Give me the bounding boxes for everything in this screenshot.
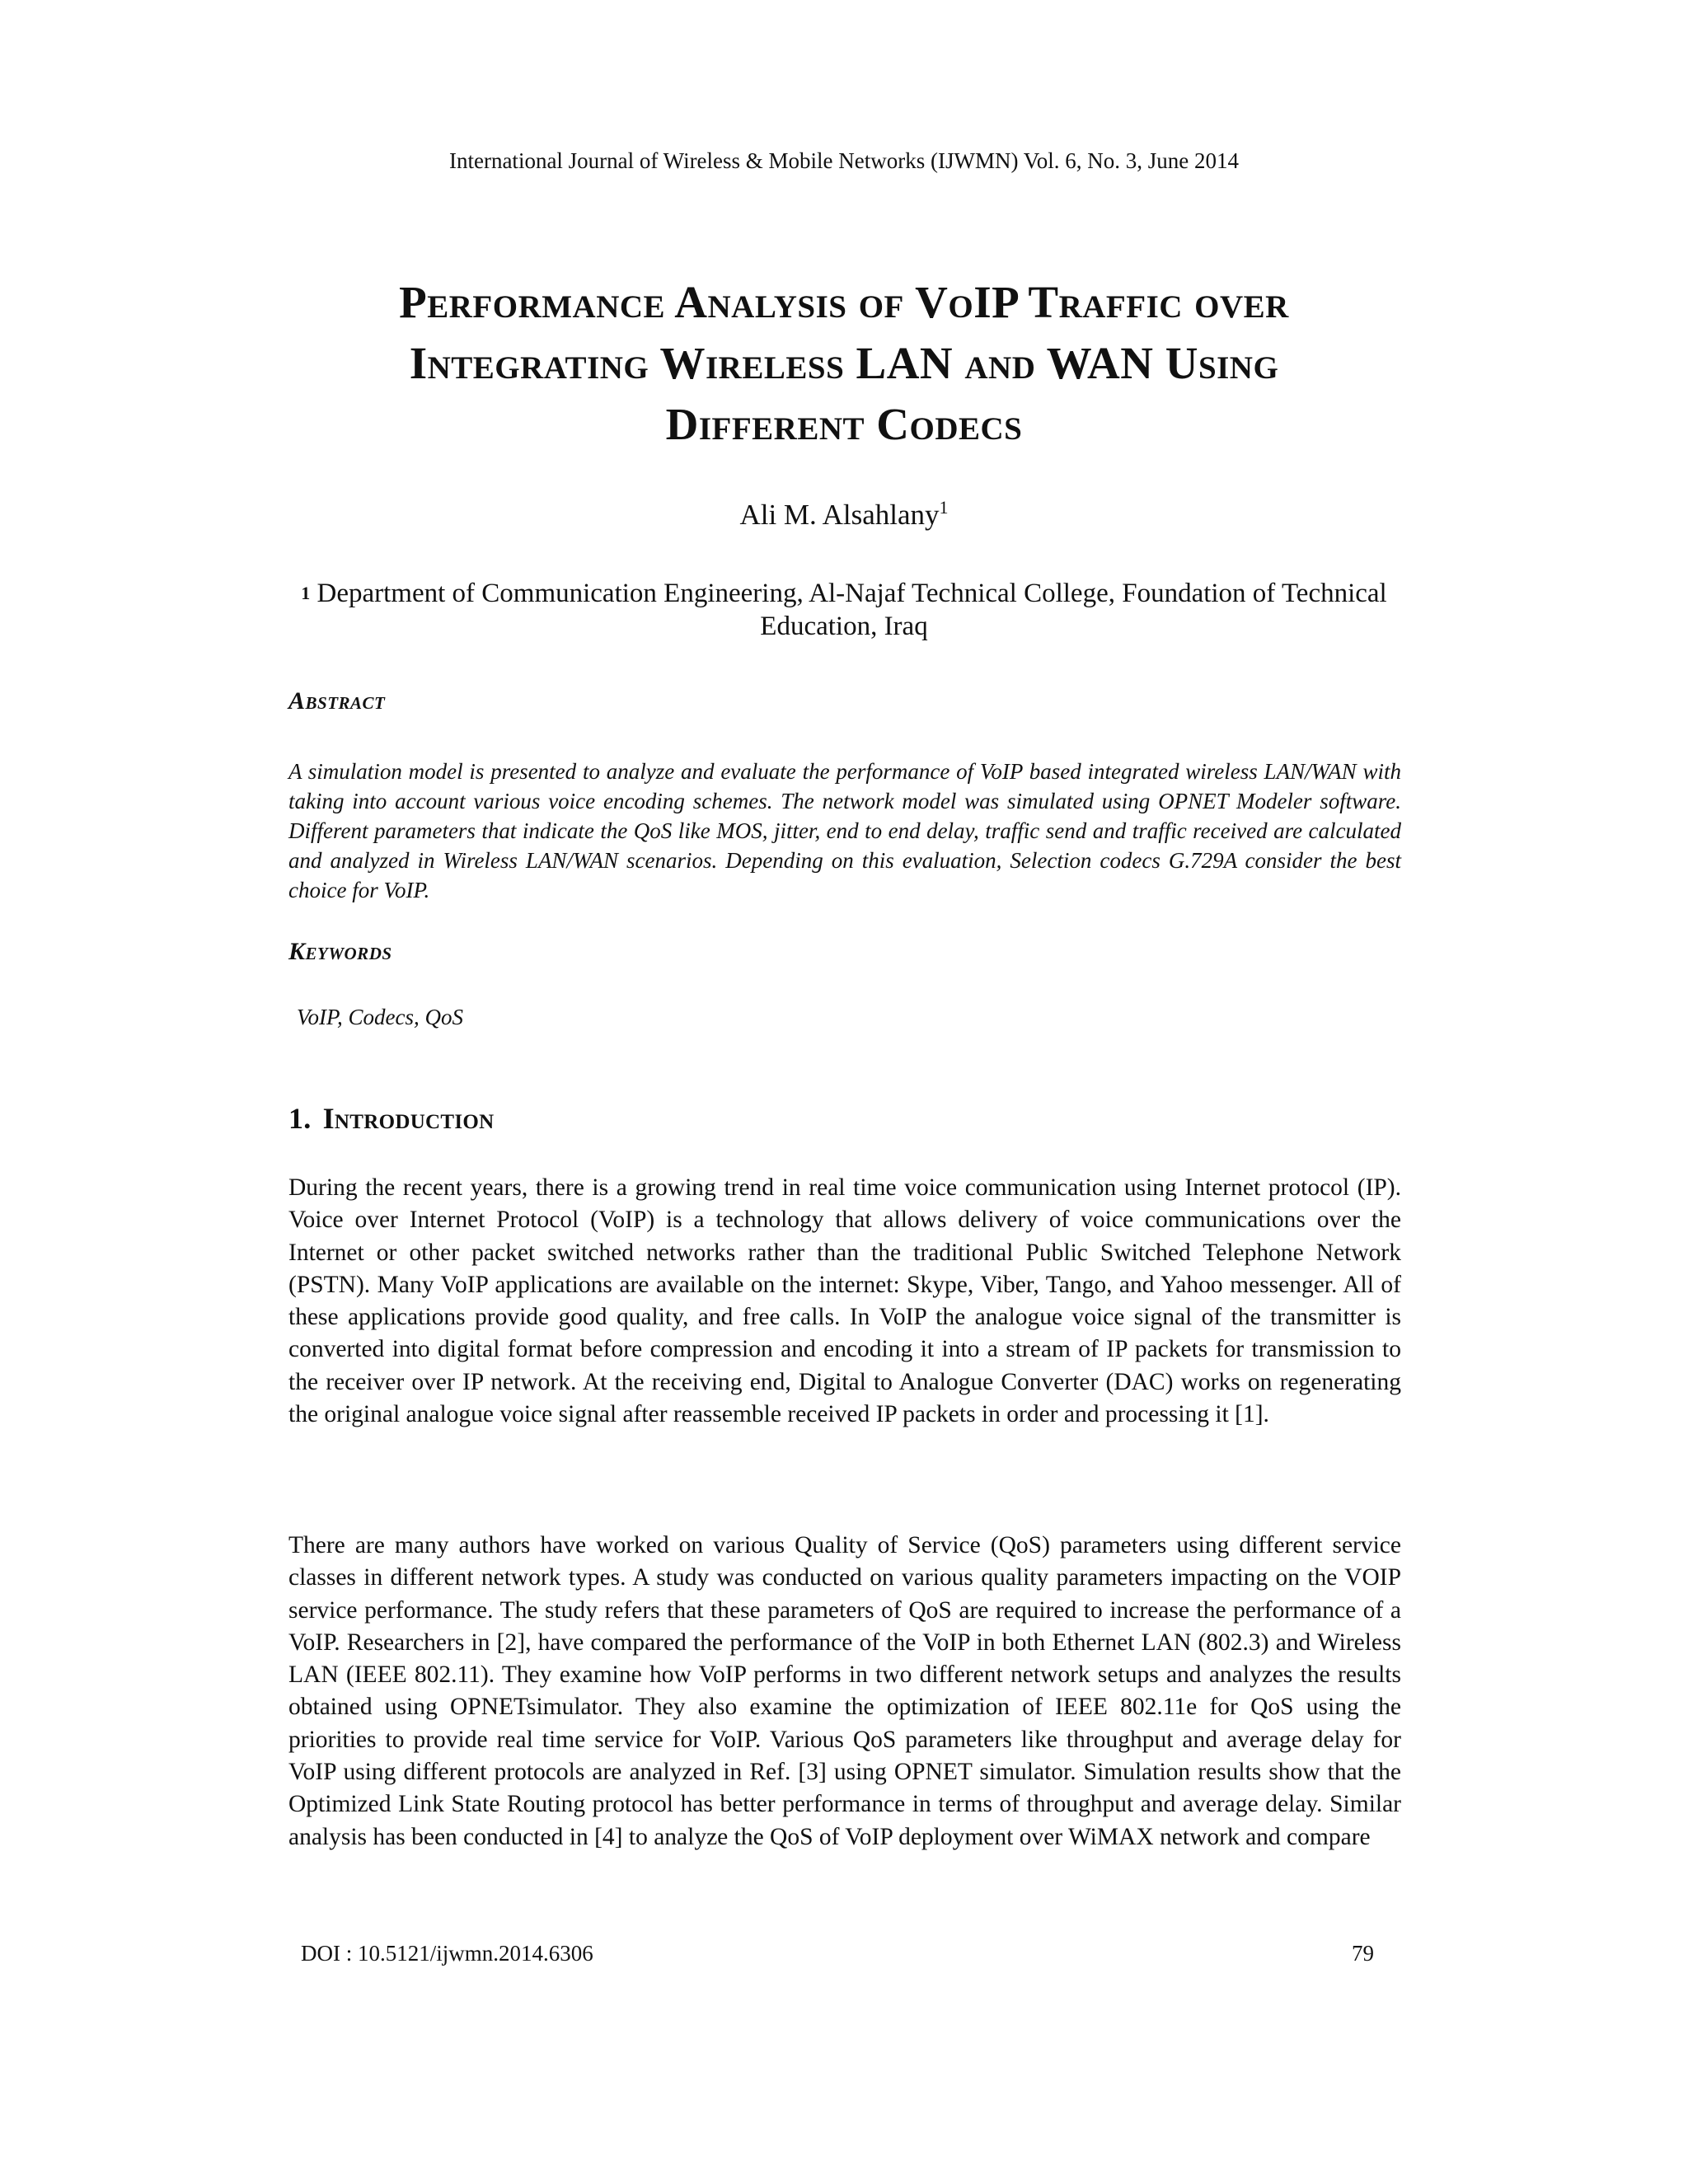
journal-header: International Journal of Wireless & Mobile Networks (IJWMN) Vol. 6, No. 3, June 2014 bbox=[448, 148, 1240, 173]
keywords-text: VoIP, Codecs, QoS bbox=[297, 1005, 463, 1029]
title-line-2: Integrating Wireless LAN and WAN Using bbox=[409, 338, 1279, 388]
affiliation bbox=[272, 577, 1416, 643]
author bbox=[0, 499, 1688, 532]
intro-paragraph-2: There are many authors have worked on various Quality of Service (QoS) parameters using different service classes in different network types. A study was conducted on various quality parameters impacting on the VOIP service performance. The study refers that these parameters of QoS are required to increase the performance of a VoIP. Researchers in [2], have compared the performance of the VoIP in both Ethernet LAN (802.3) and Wireless LAN (IEEE 802.11). They examine how VoIP performs in two different network setups and analyzes the results obtained using OPNETsimulator. They also examine the optimization of IEEE 802.11e for QoS using the priorities to provide real time service for VoIP. Various QoS parameters like throughput and average delay for VoIP using different protocols are analyzed in Ref. [3] using OPNET simulator. Simulation results show that the Optimized Link State Routing protocol has better performance in terms of throughput and average delay. Similar analysis has been conducted in [4] to analyze the QoS of VoIP deployment over WiMAX network and compare bbox=[288, 1532, 1401, 1850]
author-name: Ali M. Alsahlany bbox=[739, 499, 940, 531]
author-marker: 1 bbox=[939, 497, 949, 518]
page-number: 79 bbox=[1352, 1941, 1374, 1966]
abstract-text: A simulation model is presented to analyze and evaluate the performance of VoIP based integrated wireless LAN/WAN with taking into account various voice encoding schemes. The network model was simulated using OPNET Modeler software. Different parameters that indicate the QoS like MOS, jitter, end to end delay, traffic send and traffic received are calculated and analyzed in Wireless LAN/WAN scenarios. Depending on this evaluation, Selection codecs G.729A consider the best choice for VoIP. bbox=[288, 759, 1401, 902]
keywords-heading: Keywords bbox=[288, 938, 392, 965]
abstract-heading: Abstract bbox=[288, 687, 386, 715]
section-number: 1. bbox=[288, 1102, 312, 1135]
footer-doi: DOI : 10.5121/ijwmn.2014.6306 bbox=[301, 1941, 593, 1966]
section-title: Introduction bbox=[322, 1102, 495, 1135]
affiliation-marker: 1 bbox=[301, 583, 311, 603]
title-line-1: Performance Analysis of VoIP Traffic over bbox=[399, 277, 1289, 327]
intro-paragraph-1: During the recent years, there is a growing trend in real time voice communication using Internet protocol (IP). Voice over Internet Protocol (VoIP) is a technology that allows delivery of voice communications over the Internet or other packet switched networks rather than the traditional Public Switched Telephone Network (PSTN). Many VoIP applications are available on the internet: Skype, Viber, Tango, and Yahoo messenger. All of these applications provide good quality, and free calls. In VoIP the analogue voice signal of the transmitter is converted into digital format before compression and encoding it into a stream of IP packets for transmission to the receiver over IP network. At the receiving end, Digital to Analogue Converter (DAC) works on regenerating the original analogue voice signal after reassemble received IP packets in order and processing it [1]. bbox=[288, 1174, 1401, 1428]
affiliation-text: Department of Communication Engineering, Al-Najaf Technical College, Foundation of Technical Education, Iraq bbox=[316, 579, 1387, 641]
paper-title bbox=[247, 272, 1441, 455]
title-line-3: Different Codecs bbox=[665, 399, 1023, 449]
introduction-heading bbox=[288, 1101, 495, 1136]
